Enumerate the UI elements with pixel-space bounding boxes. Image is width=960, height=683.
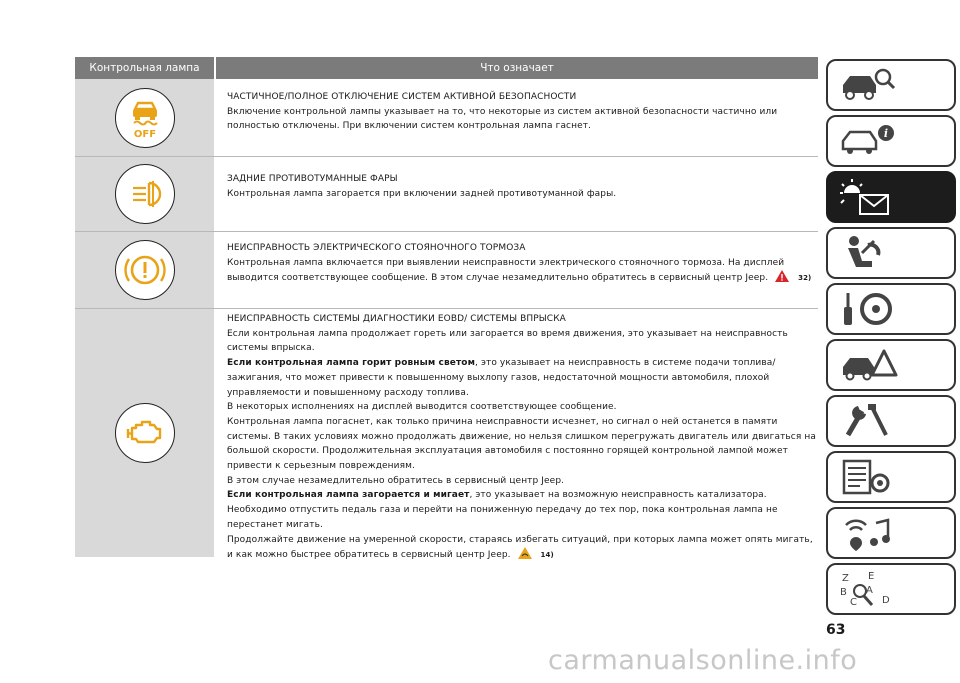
svg-text:B: B bbox=[840, 587, 847, 598]
row-text: Контрольная лампа загорается при включении задней противотуманной фары. bbox=[227, 188, 617, 199]
description-cell bbox=[214, 79, 818, 156]
table-row bbox=[75, 309, 818, 561]
warning-lights-table bbox=[75, 57, 818, 561]
car-search-icon bbox=[838, 65, 898, 105]
warning-lights-message-icon bbox=[838, 177, 898, 217]
sidebar-tab-index[interactable] bbox=[826, 563, 956, 615]
description-cell bbox=[214, 309, 818, 561]
svg-text:C: C bbox=[850, 597, 857, 608]
paragraph bbox=[227, 356, 818, 400]
technical-data-icon bbox=[838, 457, 898, 497]
table-row bbox=[75, 157, 818, 232]
table-row bbox=[75, 79, 818, 157]
multimedia-icon bbox=[838, 513, 898, 553]
svg-text:i: i bbox=[883, 127, 889, 140]
svg-text:OFF: OFF bbox=[133, 128, 156, 140]
watermark-footer: carmanualsonline.info bbox=[548, 645, 858, 676]
description-cell bbox=[214, 232, 818, 308]
sidebar-tab-safety[interactable] bbox=[826, 227, 956, 279]
row-text: Включение контрольной лампы указывает на то, что некоторые из систем активной безопасности частично или полностью отключены. При включении систем контрольная лампа гаснет. bbox=[227, 106, 778, 132]
sidebar-tab-starting-driving[interactable] bbox=[826, 283, 956, 335]
esc-off-icon bbox=[115, 88, 175, 148]
sidebar-tab-car-info[interactable] bbox=[826, 115, 956, 167]
paragraph: Контрольная лампа погаснет, как только причина неисправности исчезнет, но сигнал о ней останется в памяти системы. В таких условиях можно продолжать движение, но нельзя слишком перегружать двигатель или двигаться на большой скорости. Продолжительная эксплуатация автомобиля с постоянно горящей контрольной лампой может привести к серьезным повреждениям. bbox=[227, 416, 816, 472]
paragraph bbox=[227, 488, 818, 503]
paragraph-text: , это указывает на неисправность в системе подачи топлива/зажигания, что может привести к повышенному выхлопу газов, недостаточной мощности автомобиля, плохой управляемости и повышенному расходу топлива. bbox=[227, 358, 776, 398]
row-text: Контрольная лампа включается при выявлении неисправности электрического стояночного тормоза. На дисплей выводится соответствующее сообщение. В этом случае незамедлительно обратитесь в сервисный центр Jeep. bbox=[227, 257, 785, 284]
car-info-icon bbox=[838, 121, 898, 161]
reference-note: 14) bbox=[540, 551, 554, 560]
warning-triangle-icon bbox=[775, 270, 789, 288]
car-breakdown-warning-icon bbox=[838, 345, 898, 385]
paragraph: Если контрольная лампа продолжает гореть или загорается во время движения, это указывает на неисправность системы впрыска. bbox=[227, 328, 788, 354]
service-tools-icon bbox=[838, 401, 898, 441]
paragraph: В некоторых исполнениях на дисплей выводится соответствующее сообщение. bbox=[227, 402, 617, 413]
rear-fog-light-icon bbox=[115, 164, 175, 224]
lamp-cell bbox=[75, 79, 214, 156]
reference-note: 32) bbox=[798, 274, 812, 283]
sidebar-tab-dashboard[interactable] bbox=[826, 59, 956, 111]
table-row bbox=[75, 232, 818, 309]
paragraph: Необходимо отпустить педаль газа и перейти на пониженную передачу до тех пор, пока контрольная лампа не перестанет мигать. bbox=[227, 505, 778, 530]
row-title: ЧАСТИЧНОЕ/ПОЛНОЕ ОТКЛЮЧЕНИЕ СИСТЕМ АКТИВНОЙ БЕЗОПАСНОСТИ bbox=[227, 92, 577, 102]
sidebar-tab-emergency[interactable] bbox=[826, 339, 956, 391]
lamp-cell bbox=[75, 309, 214, 557]
parking-brake-fault-icon bbox=[115, 240, 175, 300]
page-number: 63 bbox=[826, 622, 846, 638]
key-steering-icon bbox=[838, 289, 898, 329]
svg-text:A: A bbox=[866, 585, 873, 596]
table-header bbox=[75, 57, 818, 79]
lamp-cell bbox=[75, 232, 214, 308]
sidebar-tab-warning-lights[interactable] bbox=[826, 171, 956, 223]
header-col-meaning: Что означает bbox=[480, 62, 554, 74]
alphabetical-index-icon bbox=[838, 569, 898, 609]
airbag-seat-icon bbox=[838, 233, 898, 273]
sidebar-tab-maintenance[interactable] bbox=[826, 395, 956, 447]
row-title: НЕИСПРАВНОСТЬ СИСТЕМЫ ДИАГНОСТИКИ EOBD/ СИСТЕМЫ ВПРЫСКА bbox=[227, 314, 566, 324]
sidebar-tab-technical-data[interactable] bbox=[826, 451, 956, 503]
paragraph: В этом случае незамедлительно обратитесь в сервисный центр Jeep. bbox=[227, 475, 565, 486]
row-title: НЕИСПРАВНОСТЬ ЭЛЕКТРИЧЕСКОГО СТОЯНОЧНОГО ТОРМОЗА bbox=[227, 243, 526, 253]
lamp-cell bbox=[75, 157, 214, 231]
header-col-lamp: Контрольная лампа bbox=[75, 57, 216, 79]
bold-lead: Если контрольная лампа горит ровным светом bbox=[227, 358, 476, 369]
sidebar-tab-multimedia[interactable] bbox=[826, 507, 956, 559]
paragraph: Продолжайте движение на умеренной скорости, стараясь избегать ситуаций, при которых лампа может опять мигать, и как можно быстрее обратитесь в сервисный центр Jeep. bbox=[227, 534, 813, 561]
row-title: ЗАДНИЕ ПРОТИВОТУМАННЫЕ ФАРЫ bbox=[227, 174, 398, 184]
paragraph-text: , это указывает на возможную неисправность катализатора. bbox=[469, 490, 767, 501]
description-cell bbox=[214, 157, 818, 231]
check-engine-icon bbox=[115, 403, 175, 463]
svg-text:Z: Z bbox=[842, 573, 849, 584]
svg-text:D: D bbox=[882, 595, 890, 606]
caution-triangle-icon bbox=[518, 547, 532, 565]
bold-lead: Если контрольная лампа загорается и мигает bbox=[227, 490, 470, 501]
svg-text:E: E bbox=[868, 571, 875, 582]
